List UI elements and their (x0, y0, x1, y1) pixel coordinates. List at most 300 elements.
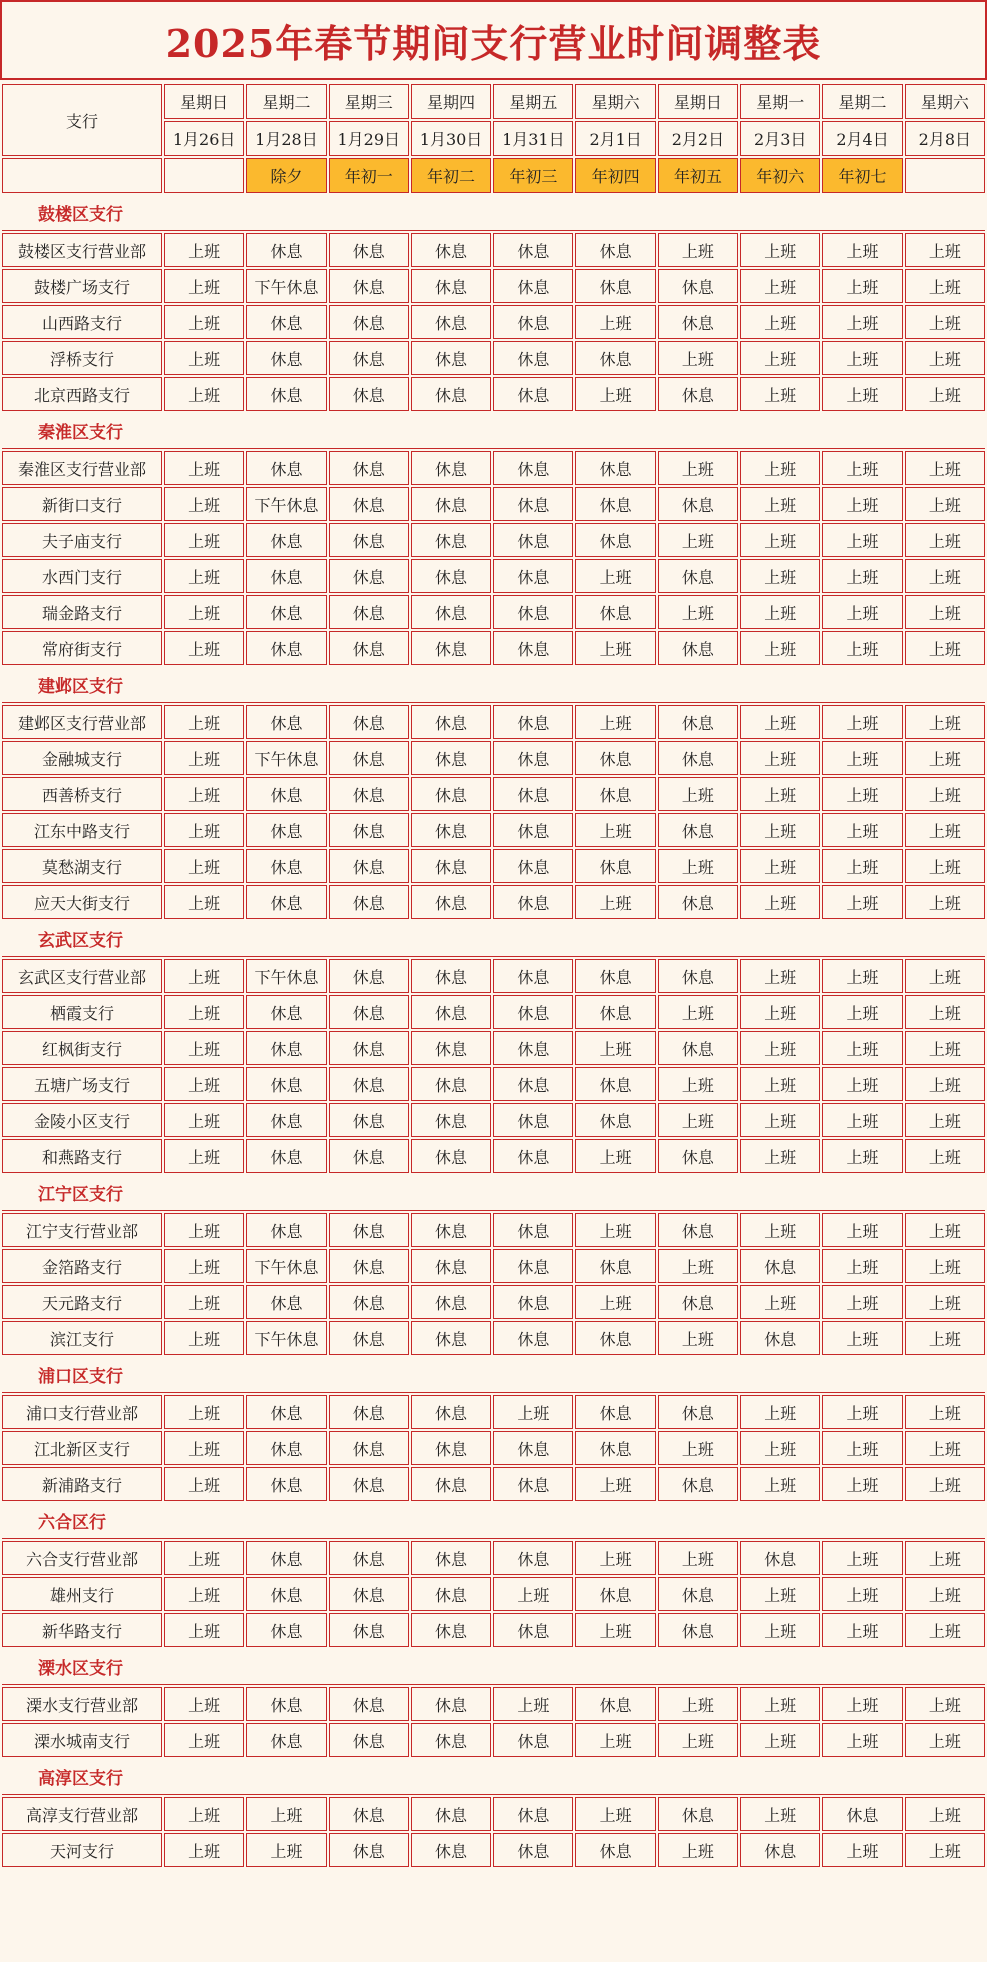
status-cell: 上班 (822, 1139, 902, 1173)
status-cell: 上班 (164, 233, 244, 267)
status-cell: 上班 (822, 705, 902, 739)
branch-name-cell: 六合支行营业部 (2, 1541, 162, 1575)
status-cell: 上班 (822, 1213, 902, 1247)
status-cell: 休息 (575, 1103, 655, 1137)
status-cell: 上班 (164, 1031, 244, 1065)
status-cell: 上班 (822, 1249, 902, 1283)
status-cell: 休息 (575, 1395, 655, 1429)
table-row (2, 1213, 985, 1247)
status-cell: 休息 (329, 1395, 409, 1429)
status-cell: 上班 (740, 341, 820, 375)
status-cell: 上班 (905, 1249, 985, 1283)
status-cell: 上班 (822, 305, 902, 339)
status-cell: 休息 (411, 741, 491, 775)
status-cell: 休息 (493, 1103, 573, 1137)
status-cell: 上班 (740, 305, 820, 339)
status-cell: 上班 (164, 849, 244, 883)
status-cell: 上班 (905, 1613, 985, 1647)
branch-name-cell: 金陵小区支行 (2, 1103, 162, 1137)
branch-name-cell: 北京西路支行 (2, 377, 162, 411)
status-cell: 休息 (329, 559, 409, 593)
status-cell: 休息 (658, 1467, 738, 1501)
branch-name-cell: 西善桥支行 (2, 777, 162, 811)
status-cell: 休息 (493, 595, 573, 629)
status-cell: 休息 (493, 451, 573, 485)
status-cell: 休息 (658, 269, 738, 303)
branch-name-cell: 山西路支行 (2, 305, 162, 339)
status-cell: 休息 (658, 1395, 738, 1429)
date-cell: 1月26日 (164, 121, 244, 156)
weekday-cell: 星期日 (658, 84, 738, 119)
status-cell: 上班 (740, 1285, 820, 1319)
status-cell: 休息 (411, 1031, 491, 1065)
status-cell: 上班 (905, 1723, 985, 1757)
table-body (2, 195, 985, 1867)
table-row (2, 777, 985, 811)
status-cell: 上班 (575, 559, 655, 593)
status-cell: 休息 (493, 269, 573, 303)
status-cell: 休息 (575, 487, 655, 521)
title-bar (0, 0, 987, 80)
table-row (2, 595, 985, 629)
status-cell: 休息 (329, 849, 409, 883)
status-cell: 休息 (658, 705, 738, 739)
status-cell: 上班 (164, 1687, 244, 1721)
status-cell: 休息 (493, 1467, 573, 1501)
status-cell: 休息 (493, 1067, 573, 1101)
status-cell: 休息 (329, 1467, 409, 1501)
status-cell: 上班 (575, 1139, 655, 1173)
status-cell: 上班 (575, 705, 655, 739)
status-cell: 休息 (411, 959, 491, 993)
status-cell: 休息 (493, 377, 573, 411)
status-cell: 休息 (493, 1139, 573, 1173)
status-cell: 休息 (329, 377, 409, 411)
table-row (2, 813, 985, 847)
date-cell: 1月28日 (246, 121, 326, 156)
status-cell: 上班 (164, 595, 244, 629)
status-cell: 上班 (905, 995, 985, 1029)
status-cell: 休息 (329, 959, 409, 993)
status-cell: 休息 (246, 595, 326, 629)
status-cell: 上班 (164, 1467, 244, 1501)
district-row (2, 1649, 985, 1685)
status-cell: 上班 (905, 1067, 985, 1101)
status-cell: 休息 (493, 559, 573, 593)
status-cell: 上班 (740, 777, 820, 811)
status-cell: 休息 (493, 1213, 573, 1247)
branch-name-cell: 天元路支行 (2, 1285, 162, 1319)
status-cell: 上班 (905, 705, 985, 739)
status-cell: 休息 (329, 1103, 409, 1137)
branch-name-cell: 江北新区支行 (2, 1431, 162, 1465)
status-cell: 上班 (164, 777, 244, 811)
status-cell: 休息 (411, 1797, 491, 1831)
table-row (2, 1687, 985, 1721)
status-cell: 上班 (164, 1321, 244, 1355)
date-cell: 1月30日 (411, 121, 491, 156)
table-row (2, 849, 985, 883)
status-cell: 休息 (329, 1613, 409, 1647)
district-row (2, 1503, 985, 1539)
status-cell: 休息 (575, 1577, 655, 1611)
status-cell: 休息 (329, 1541, 409, 1575)
table-row (2, 1431, 985, 1465)
table-row (2, 1139, 985, 1173)
status-cell: 休息 (411, 1249, 491, 1283)
status-cell: 休息 (246, 1285, 326, 1319)
weekday-cell: 星期一 (740, 84, 820, 119)
table-row (2, 1031, 985, 1065)
district-row (2, 413, 985, 449)
status-cell: 休息 (493, 341, 573, 375)
weekday-cell: 星期六 (575, 84, 655, 119)
status-cell: 休息 (246, 1395, 326, 1429)
status-cell: 上班 (740, 1139, 820, 1173)
status-cell: 休息 (411, 885, 491, 919)
status-cell: 上班 (905, 523, 985, 557)
status-cell: 上班 (822, 1321, 902, 1355)
status-cell: 上班 (905, 849, 985, 883)
status-cell: 上班 (575, 1285, 655, 1319)
holiday-cell: 年初三 (493, 158, 573, 193)
status-cell: 上班 (740, 1797, 820, 1831)
status-cell: 上班 (905, 595, 985, 629)
status-cell: 休息 (246, 1541, 326, 1575)
status-cell: 休息 (658, 1213, 738, 1247)
status-cell: 休息 (575, 341, 655, 375)
status-cell: 上班 (658, 1541, 738, 1575)
status-cell: 休息 (740, 1249, 820, 1283)
district-title: 溧水区支行 (2, 1649, 985, 1685)
status-cell: 休息 (329, 1431, 409, 1465)
table-row (2, 1067, 985, 1101)
district-row (2, 1357, 985, 1393)
status-cell: 上班 (164, 1431, 244, 1465)
status-cell: 上班 (822, 487, 902, 521)
status-cell: 上班 (164, 377, 244, 411)
status-cell: 上班 (905, 1031, 985, 1065)
status-cell: 上班 (575, 1541, 655, 1575)
table-row (2, 341, 985, 375)
district-title: 秦淮区支行 (2, 413, 985, 449)
branch-name-cell: 水西门支行 (2, 559, 162, 593)
table-row (2, 269, 985, 303)
status-cell: 休息 (658, 813, 738, 847)
district-row (2, 1175, 985, 1211)
status-cell: 上班 (905, 1541, 985, 1575)
status-cell: 休息 (246, 559, 326, 593)
status-cell: 上班 (905, 1321, 985, 1355)
status-cell: 上班 (658, 451, 738, 485)
branch-name-cell: 栖霞支行 (2, 995, 162, 1029)
status-cell: 休息 (329, 1249, 409, 1283)
status-cell: 休息 (329, 1031, 409, 1065)
status-cell: 上班 (822, 1833, 902, 1867)
status-cell: 休息 (329, 995, 409, 1029)
status-cell: 上班 (164, 1285, 244, 1319)
weekday-cell: 星期四 (411, 84, 491, 119)
status-cell: 上班 (164, 1103, 244, 1137)
district-title: 建邺区支行 (2, 667, 985, 703)
status-cell: 休息 (246, 1687, 326, 1721)
date-cell: 1月29日 (329, 121, 409, 156)
status-cell: 上班 (905, 959, 985, 993)
status-cell: 上班 (822, 523, 902, 557)
date-cell: 2月4日 (822, 121, 902, 156)
status-cell: 休息 (658, 1285, 738, 1319)
branch-name-cell: 夫子庙支行 (2, 523, 162, 557)
status-cell: 上班 (822, 777, 902, 811)
status-cell: 休息 (493, 1431, 573, 1465)
branch-name-cell: 鼓楼区支行营业部 (2, 233, 162, 267)
status-cell: 上班 (740, 885, 820, 919)
status-cell: 休息 (411, 269, 491, 303)
status-cell: 休息 (246, 451, 326, 485)
status-cell: 上班 (905, 1285, 985, 1319)
status-cell: 休息 (411, 595, 491, 629)
status-cell: 上班 (740, 1723, 820, 1757)
status-cell: 休息 (411, 995, 491, 1029)
status-cell: 休息 (329, 1213, 409, 1247)
status-cell: 上班 (164, 1797, 244, 1831)
status-cell: 上班 (740, 1467, 820, 1501)
status-cell: 上班 (164, 959, 244, 993)
table-row (2, 741, 985, 775)
status-cell: 上班 (164, 523, 244, 557)
district-title: 浦口区支行 (2, 1357, 985, 1393)
status-cell: 休息 (246, 777, 326, 811)
status-cell: 上班 (822, 269, 902, 303)
status-cell: 休息 (658, 741, 738, 775)
status-cell: 休息 (329, 1723, 409, 1757)
district-title: 江宁区支行 (2, 1175, 985, 1211)
status-cell: 上班 (905, 233, 985, 267)
status-cell: 休息 (658, 1031, 738, 1065)
status-cell: 上班 (164, 1395, 244, 1429)
branch-name-cell: 应天大街支行 (2, 885, 162, 919)
status-cell: 休息 (329, 631, 409, 665)
status-cell: 休息 (246, 849, 326, 883)
status-cell: 休息 (411, 233, 491, 267)
status-cell: 上班 (822, 1577, 902, 1611)
district-title: 玄武区支行 (2, 921, 985, 957)
status-cell: 上班 (575, 1797, 655, 1831)
status-cell: 休息 (246, 1139, 326, 1173)
table-row (2, 305, 985, 339)
status-cell: 休息 (575, 741, 655, 775)
status-cell: 上班 (164, 305, 244, 339)
status-cell: 休息 (411, 631, 491, 665)
status-cell: 休息 (411, 1723, 491, 1757)
date-cell: 1月31日 (493, 121, 573, 156)
table-row (2, 1467, 985, 1501)
weekday-cell: 星期六 (905, 84, 985, 119)
status-cell: 上班 (822, 1031, 902, 1065)
status-cell: 休息 (575, 595, 655, 629)
status-cell: 休息 (411, 1687, 491, 1721)
status-cell: 上班 (905, 341, 985, 375)
status-cell: 休息 (493, 1249, 573, 1283)
status-cell: 休息 (493, 849, 573, 883)
status-cell: 休息 (658, 1577, 738, 1611)
status-cell: 休息 (575, 1687, 655, 1721)
status-cell: 休息 (329, 1577, 409, 1611)
district-row (2, 1759, 985, 1795)
branch-name-cell: 五塘广场支行 (2, 1067, 162, 1101)
weekday-cell: 星期二 (822, 84, 902, 119)
status-cell: 上班 (822, 1723, 902, 1757)
status-cell: 休息 (329, 451, 409, 485)
status-cell: 上班 (164, 631, 244, 665)
status-cell: 休息 (246, 1577, 326, 1611)
status-cell: 上班 (822, 377, 902, 411)
status-cell: 上班 (740, 523, 820, 557)
status-cell: 休息 (411, 487, 491, 521)
branch-name-cell: 新街口支行 (2, 487, 162, 521)
weekday-cell: 星期五 (493, 84, 573, 119)
status-cell: 上班 (740, 1031, 820, 1065)
district-title: 鼓楼区支行 (2, 195, 985, 231)
status-cell: 休息 (493, 1613, 573, 1647)
status-cell: 下午休息 (246, 959, 326, 993)
status-cell: 休息 (246, 377, 326, 411)
status-cell: 上班 (164, 1723, 244, 1757)
date-cell: 2月8日 (905, 121, 985, 156)
branch-name-cell: 玄武区支行营业部 (2, 959, 162, 993)
status-cell: 休息 (493, 995, 573, 1029)
status-cell: 上班 (905, 741, 985, 775)
table-row (2, 885, 985, 919)
status-cell: 上班 (905, 1395, 985, 1429)
status-cell: 休息 (411, 849, 491, 883)
status-cell: 上班 (740, 705, 820, 739)
status-cell: 休息 (493, 631, 573, 665)
weekday-cell: 星期日 (164, 84, 244, 119)
status-cell: 休息 (575, 1431, 655, 1465)
status-cell: 上班 (164, 1541, 244, 1575)
status-cell: 上班 (164, 269, 244, 303)
branch-name-cell: 溧水城南支行 (2, 1723, 162, 1757)
status-cell: 休息 (411, 451, 491, 485)
status-cell: 休息 (493, 1723, 573, 1757)
status-cell: 上班 (575, 631, 655, 665)
status-cell: 上班 (905, 1833, 985, 1867)
status-cell: 上班 (822, 1067, 902, 1101)
status-cell: 休息 (493, 1541, 573, 1575)
status-cell: 上班 (658, 1723, 738, 1757)
status-cell: 上班 (658, 233, 738, 267)
status-cell: 上班 (905, 885, 985, 919)
branch-name-cell: 高淳支行营业部 (2, 1797, 162, 1831)
status-cell: 上班 (740, 487, 820, 521)
date-cell: 2月1日 (575, 121, 655, 156)
status-cell: 上班 (905, 1687, 985, 1721)
status-cell: 上班 (575, 1467, 655, 1501)
holiday-spacer-cell (2, 158, 162, 193)
branch-name-cell: 金箔路支行 (2, 1249, 162, 1283)
status-cell: 休息 (411, 1541, 491, 1575)
status-cell: 上班 (164, 487, 244, 521)
status-cell: 休息 (411, 305, 491, 339)
status-cell: 上班 (164, 1577, 244, 1611)
holiday-cell: 除夕 (246, 158, 326, 193)
status-cell: 上班 (905, 1431, 985, 1465)
status-cell: 上班 (740, 451, 820, 485)
district-row (2, 195, 985, 231)
status-cell: 休息 (493, 487, 573, 521)
table-row (2, 559, 985, 593)
status-cell: 休息 (575, 233, 655, 267)
status-cell: 休息 (575, 523, 655, 557)
status-cell: 上班 (822, 595, 902, 629)
status-cell: 上班 (575, 1613, 655, 1647)
status-cell: 休息 (246, 885, 326, 919)
status-cell: 休息 (246, 813, 326, 847)
status-cell: 上班 (905, 813, 985, 847)
district-row (2, 667, 985, 703)
status-cell: 休息 (329, 1321, 409, 1355)
branch-name-cell: 秦淮区支行营业部 (2, 451, 162, 485)
district-title: 高淳区支行 (2, 1759, 985, 1795)
branch-name-cell: 鼓楼广场支行 (2, 269, 162, 303)
district-row (2, 921, 985, 957)
status-cell: 休息 (329, 777, 409, 811)
branch-name-cell: 新浦路支行 (2, 1467, 162, 1501)
status-cell: 休息 (575, 777, 655, 811)
status-cell: 休息 (658, 1613, 738, 1647)
table-row (2, 1797, 985, 1831)
status-cell: 上班 (740, 1613, 820, 1647)
table-row (2, 1723, 985, 1757)
status-cell: 休息 (658, 631, 738, 665)
status-cell: 上班 (164, 705, 244, 739)
status-cell: 休息 (575, 451, 655, 485)
table-header (2, 84, 985, 193)
status-cell: 休息 (575, 1067, 655, 1101)
status-cell: 上班 (905, 631, 985, 665)
status-cell: 休息 (575, 1321, 655, 1355)
status-cell: 上班 (822, 885, 902, 919)
table-row (2, 1541, 985, 1575)
status-cell: 休息 (411, 1321, 491, 1355)
branch-column-header: 支行 (2, 84, 162, 156)
status-cell: 休息 (246, 1031, 326, 1065)
status-cell: 上班 (575, 305, 655, 339)
status-cell: 上班 (905, 1577, 985, 1611)
table-row (2, 1395, 985, 1429)
status-cell: 休息 (329, 595, 409, 629)
status-cell: 休息 (246, 995, 326, 1029)
status-cell: 休息 (411, 1833, 491, 1867)
status-cell: 休息 (329, 1139, 409, 1173)
status-cell: 休息 (246, 1723, 326, 1757)
status-cell: 休息 (329, 1687, 409, 1721)
table-row (2, 233, 985, 267)
status-cell: 休息 (740, 1541, 820, 1575)
status-cell: 休息 (411, 1431, 491, 1465)
status-cell: 休息 (411, 1213, 491, 1247)
status-cell: 休息 (246, 1067, 326, 1101)
status-cell: 上班 (164, 885, 244, 919)
status-cell: 上班 (164, 995, 244, 1029)
status-cell: 上班 (246, 1797, 326, 1831)
status-cell: 休息 (246, 523, 326, 557)
weekday-cell: 星期二 (246, 84, 326, 119)
status-cell: 休息 (329, 813, 409, 847)
status-cell: 休息 (575, 849, 655, 883)
status-cell: 上班 (822, 1687, 902, 1721)
